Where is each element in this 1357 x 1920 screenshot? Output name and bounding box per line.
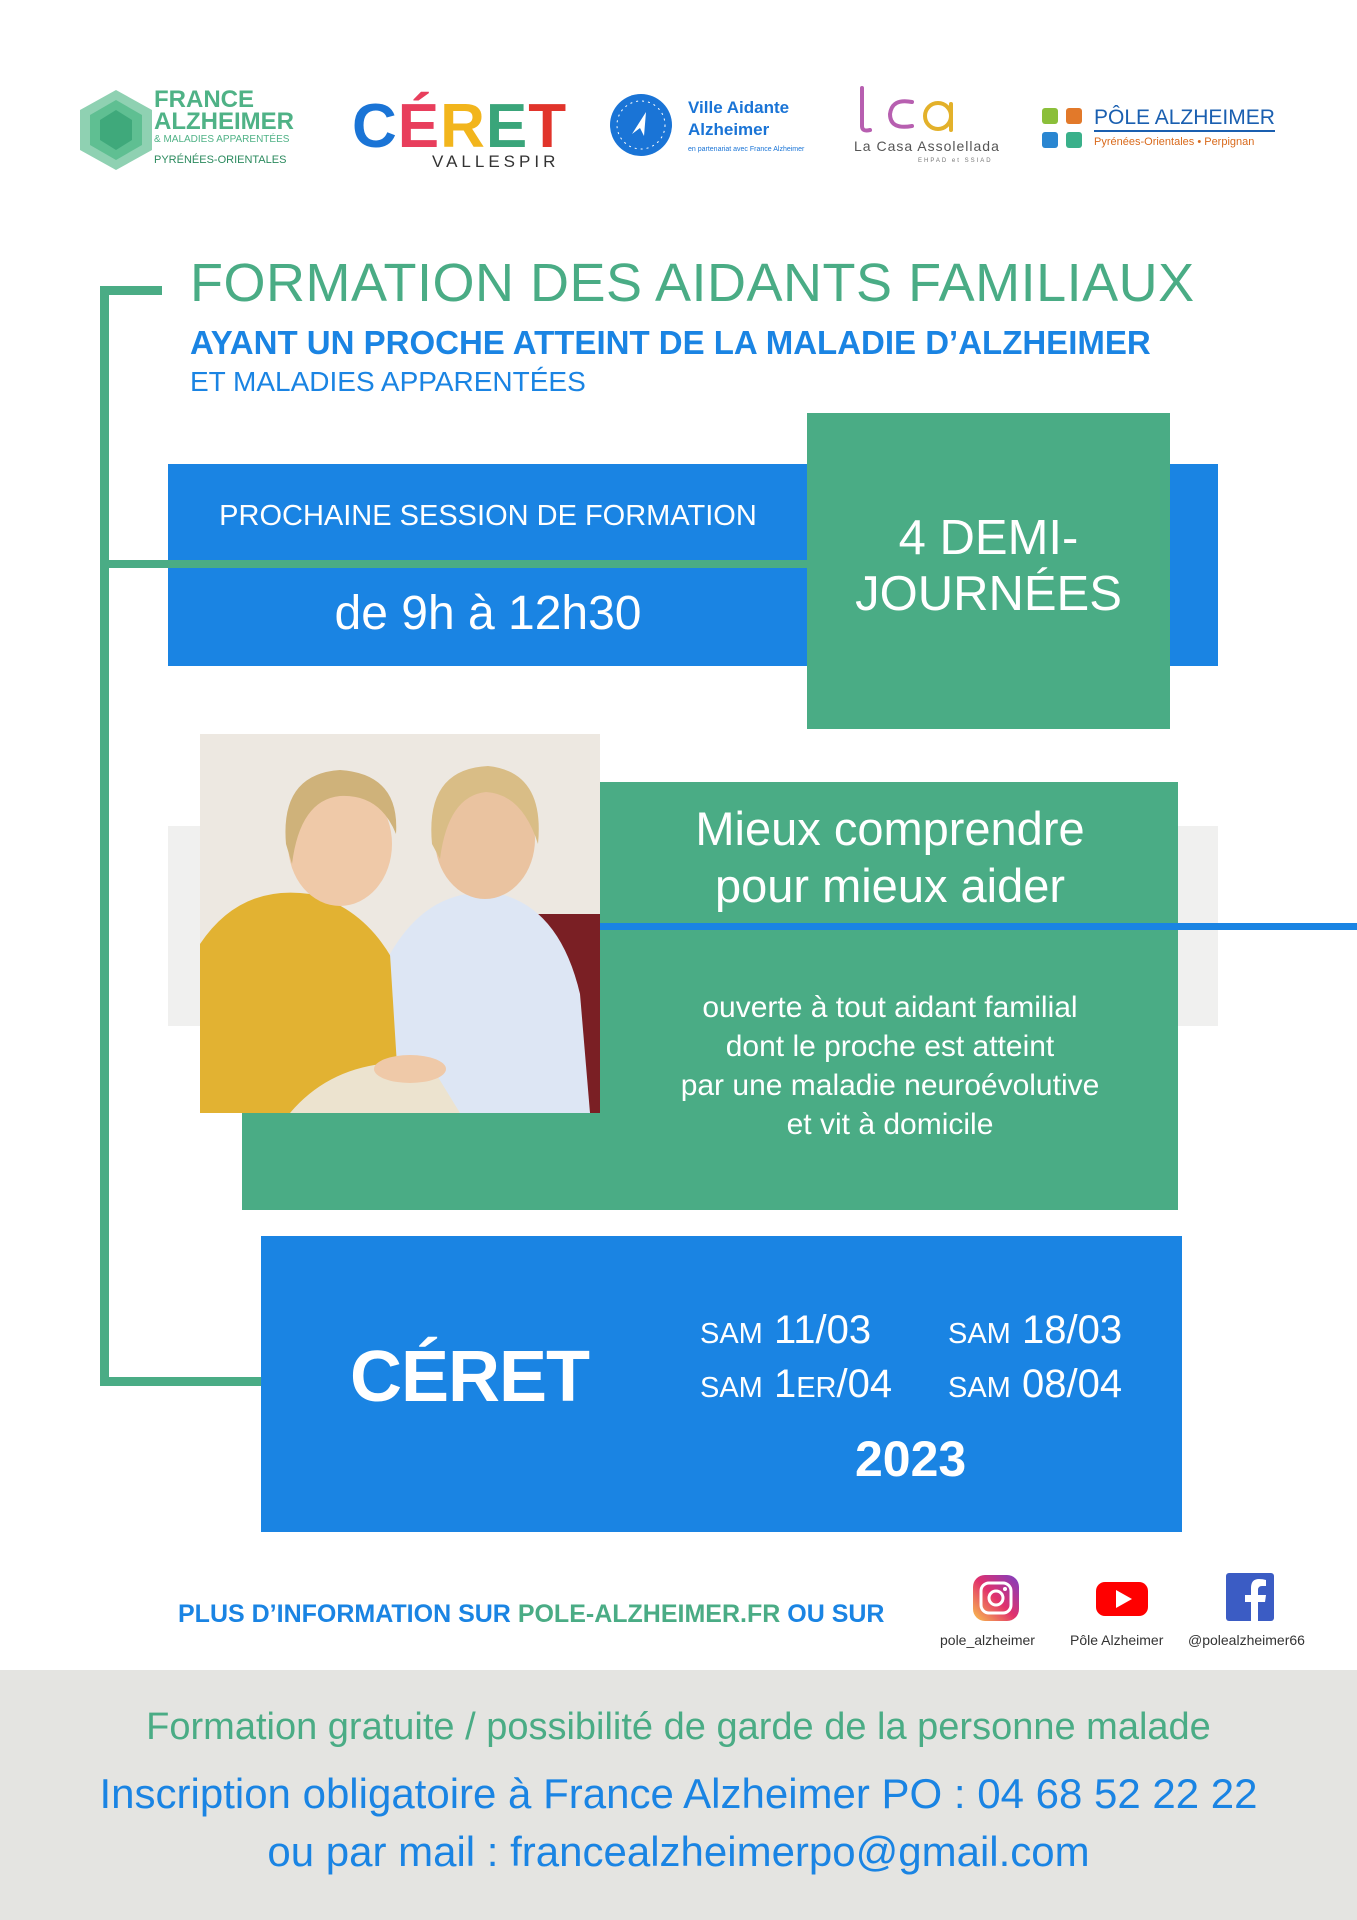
session-date	[948, 1362, 1122, 1407]
ceret-vallespir-logo	[352, 92, 568, 176]
session-date	[948, 1308, 1122, 1353]
logo-line: Ville Aidante	[688, 98, 790, 117]
date-value: 11/03	[773, 1308, 872, 1352]
logo-subtitle: VALLESPIR	[432, 152, 560, 171]
description-line: dont le proche est atteint	[725, 1030, 1055, 1063]
logo-line: PÔLE ALZHEIMER	[1094, 106, 1275, 132]
social-label[interactable]: Pôle Alzheimer	[1070, 1632, 1164, 1648]
duration-line: 4 DEMI-	[898, 511, 1079, 565]
bracket-top	[100, 286, 162, 295]
compass-icon	[610, 94, 672, 156]
info-suffix: OU SUR	[780, 1600, 885, 1628]
ceret-wordmark	[352, 92, 568, 161]
logo-line: & MALADIES APPARENTÉES	[154, 134, 290, 145]
pole-alzheimer-logo	[1042, 104, 1282, 160]
date-value: 18/03	[1021, 1308, 1123, 1352]
footer-registration: Inscription obligatoire à France Alzheimer PO : 04 68 52 22 22	[99, 1770, 1258, 1817]
headline-line: pour mieux aider	[714, 859, 1066, 912]
logo-letter: C	[352, 92, 398, 161]
accent-line	[600, 923, 1357, 930]
page-subtitle-secondary: ET MALADIES APPARENTÉES	[190, 366, 586, 397]
date-value: /04	[836, 1362, 893, 1406]
youtube-icon[interactable]	[1094, 1572, 1150, 1624]
logo-line: EHPAD et SSIAD	[918, 158, 993, 164]
logo-line: Alzheimer	[688, 120, 770, 139]
logo-square	[1042, 132, 1058, 148]
logo-letter: R	[440, 92, 486, 161]
date-value: 08/04	[1021, 1362, 1123, 1406]
footer-free-training: Formation gratuite / possibilité de garde de la personne malade	[146, 1706, 1211, 1748]
social-label[interactable]: pole_alzheimer	[940, 1632, 1035, 1648]
france-alzheimer-logo	[80, 88, 310, 178]
info-prefix: PLUS D’INFORMATION SUR	[178, 1600, 518, 1628]
casa-assolellada-logo	[854, 86, 1014, 170]
audience-description	[610, 988, 1170, 1144]
session-date	[700, 1308, 871, 1353]
bracket-bottom	[100, 1377, 265, 1386]
description-line: et vit à domicile	[786, 1108, 994, 1141]
headline	[610, 800, 1170, 914]
year: 2023	[855, 1431, 967, 1487]
info-line	[178, 1600, 885, 1629]
logo-line: ALZHEIMER	[154, 108, 294, 135]
lca-mark-icon	[854, 86, 964, 136]
bracket-vertical	[100, 286, 109, 1386]
logo-square	[1042, 108, 1058, 124]
footer-email[interactable]: ou par mail : francealzheimerpo@gmail.com	[267, 1828, 1090, 1875]
logo-line: La Casa Assolellada	[854, 138, 1000, 154]
date-day: SAM	[700, 1318, 763, 1350]
hexagon-icon	[80, 90, 152, 170]
social-label[interactable]: @polealzheimer66	[1188, 1632, 1305, 1648]
logo-line: en partenariat avec France Alzheimer	[688, 146, 805, 153]
date-suffix: ER	[796, 1372, 837, 1404]
logo-letter: É	[397, 92, 441, 161]
logo-square	[1066, 132, 1082, 148]
date-day: SAM	[948, 1372, 1011, 1404]
session-time: de 9h à 12h30	[334, 587, 642, 640]
website-link[interactable]: POLE-ALZHEIMER.FR	[517, 1600, 781, 1628]
logo-letter: E	[485, 92, 529, 161]
caregivers-photo	[200, 734, 600, 1113]
logo-line: Pyrénées-Orientales • Perpignan	[1094, 136, 1255, 148]
logo-letter: T	[528, 92, 568, 161]
session-label: PROCHAINE SESSION DE FORMATION	[219, 500, 757, 532]
duration-line: JOURNÉES	[855, 567, 1122, 621]
logo-square	[1066, 108, 1082, 124]
description-line: ouverte à tout aidant familial	[702, 991, 1078, 1024]
page-title: FORMATION DES AIDANTS FAMILIAUX	[190, 253, 1195, 313]
date-day: SAM	[700, 1372, 763, 1404]
description-line: par une maladie neuroévolutive	[680, 1069, 1100, 1102]
duration-text	[807, 510, 1170, 622]
bracket-middle	[100, 560, 820, 568]
logo-line: PYRÉNÉES-ORIENTALES	[154, 154, 287, 166]
ville-aidante-logo	[610, 94, 840, 164]
city-name: CÉRET	[350, 1337, 590, 1417]
page-subtitle: AYANT UN PROCHE ATTEINT DE LA MALADIE D’ALZHEIMER	[190, 324, 1151, 361]
facebook-icon[interactable]	[1222, 1572, 1278, 1624]
date-day: SAM	[948, 1318, 1011, 1350]
headline-line: Mieux comprendre	[695, 802, 1085, 855]
logo-line: FRANCE	[154, 86, 254, 113]
session-date	[700, 1362, 892, 1407]
instagram-icon[interactable]	[968, 1572, 1024, 1624]
date-value: 1	[773, 1362, 797, 1406]
